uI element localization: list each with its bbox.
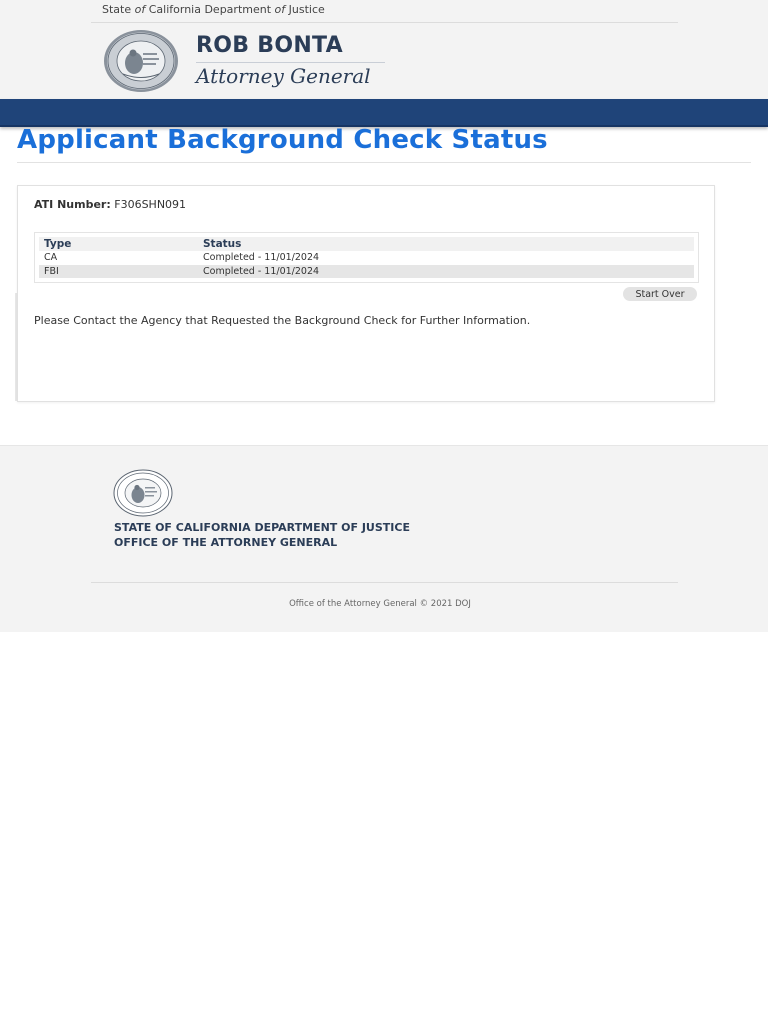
ati-label: ATI Number: — [34, 198, 111, 211]
table-row — [39, 251, 694, 265]
cell-type: FBI — [44, 265, 59, 277]
ati-number — [34, 198, 186, 211]
department-tagline — [102, 3, 325, 16]
ati-value: F306SHN091 — [110, 198, 187, 211]
cell-status: Completed - 11/01/2024 — [203, 252, 320, 264]
status-panel — [17, 185, 715, 402]
table-header-row — [39, 237, 694, 251]
copyright-text: Office of the Attorney General © 2021 DOJ — [289, 599, 471, 609]
footer-seal-icon — [113, 469, 173, 517]
tagline-text: of — [274, 3, 286, 16]
doj-seal-icon[interactable] — [103, 29, 179, 93]
footer-org-line2: OFFICE OF THE ATTORNEY GENERAL — [114, 536, 338, 549]
cell-status: Completed - 11/01/2024 — [203, 265, 320, 277]
site-header — [0, 0, 768, 99]
footer-seal-icon — [113, 469, 173, 517]
footer-org-line1: STATE OF CALIFORNIA DEPARTMENT OF JUSTICE — [114, 521, 410, 534]
column-header-type: Type — [44, 238, 72, 250]
tagline-text: of — [134, 3, 146, 16]
attorney-general-name: ROB BONTA — [196, 33, 343, 58]
name-divider — [196, 62, 385, 63]
tagline-text: California Department — [145, 3, 275, 16]
tagline-text: Justice — [285, 3, 325, 16]
footer-divider — [91, 582, 678, 583]
tagline-text: State — [102, 3, 135, 16]
doj-seal-icon — [103, 29, 179, 93]
main-navbar — [0, 99, 768, 127]
title-divider — [17, 162, 751, 163]
header-divider — [91, 22, 678, 23]
status-table — [34, 232, 699, 283]
column-header-status: Status — [203, 238, 242, 250]
page-title: Applicant Background Check Status — [17, 125, 548, 155]
contact-agency-message: Please Contact the Agency that Requested the Background Check for Further Information. — [34, 314, 531, 327]
cell-type: CA — [44, 252, 58, 264]
table-row — [39, 265, 694, 279]
site-footer — [0, 445, 768, 632]
start-over-button[interactable]: Start Over — [623, 287, 697, 301]
attorney-general-title: Attorney General — [196, 64, 371, 88]
